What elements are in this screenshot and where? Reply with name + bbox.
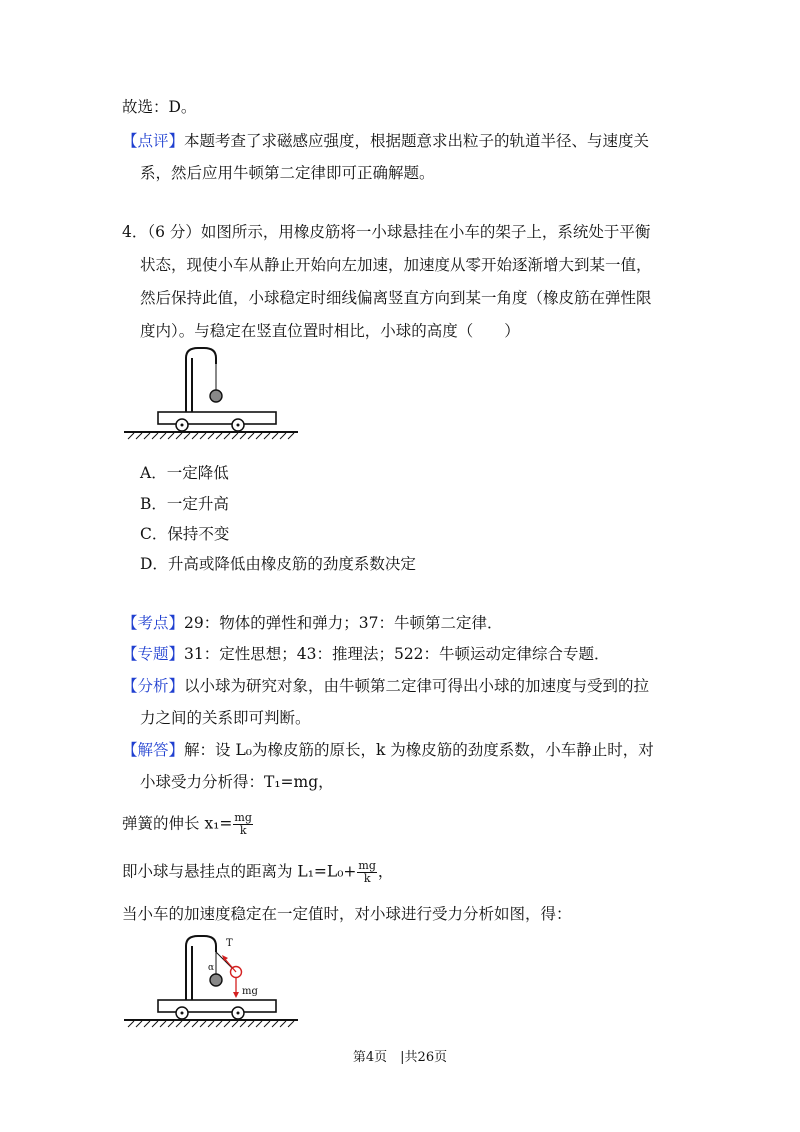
fraction-numerator: mg [234, 811, 252, 824]
jieda-text-1: 解：设 L₀为橡皮筋的原长，k 为橡皮筋的劲度系数，小车静止时，对 [184, 741, 654, 759]
option-a: A．一定降低 [140, 464, 229, 482]
label-T: T [226, 938, 233, 949]
zhuanti-text: 31：定性思想；43：推理法；522：牛顿运动定律综合专题． [184, 645, 610, 663]
fraction-denominator: k [239, 824, 247, 837]
option-c: C．保持不变 [140, 525, 230, 543]
option-d: D．升高或降低由橡皮筋的劲度系数决定 [140, 555, 416, 573]
distance-label: 即小球与悬挂点的距离为 L₁=L₀+ [122, 862, 357, 881]
fenxi-tag: 【分析】 [122, 677, 185, 695]
distance-fraction-denominator: k [363, 872, 371, 885]
zhuanti-line [122, 644, 610, 664]
label-alpha: α [208, 963, 215, 973]
comment-text-1: 本题考查了求磁感应强度，根据题意求出粒子的轨道半径、与速度关 [184, 132, 650, 150]
comment-tag: 【点评】 [122, 132, 185, 150]
jieda-tag: 【解答】 [122, 741, 185, 759]
comment-line-1 [122, 131, 649, 151]
kaodian-line [122, 613, 502, 633]
force-diagram [122, 928, 302, 1028]
zhuanti-tag: 【专题】 [122, 645, 185, 663]
kaodian-text: 29：物体的弹性和弹力；37：牛顿第二定律． [184, 614, 503, 632]
question-line-3: 然后保持此值，小球稳定时细线偏离竖直方向到某一角度（橡皮筋在弹性限 [140, 289, 652, 307]
distance-line [122, 860, 393, 885]
jieda-line-2: 小球受力分析得：T₁=mg， [140, 773, 334, 791]
distance-fraction-numerator: mg [358, 859, 376, 872]
option-b: B．一定升高 [140, 495, 229, 513]
answer-line: 故选：D。 [122, 98, 197, 116]
fenxi-text-1: 以小球为研究对象，由牛顿第二定律可得出小球的加速度与受到的拉 [184, 677, 650, 695]
question-line-1: 4．（6 分）如图所示，用橡皮筋将一小球悬挂在小车的架子上，系统处于平衡 [122, 223, 651, 241]
comment-line-2: 系，然后应用牛顿第二定律即可正确解题。 [140, 164, 435, 182]
stretch-label: 弹簧的伸长 [122, 814, 200, 833]
cart-figure [122, 344, 302, 440]
jieda-line-1 [122, 740, 654, 760]
x1-symbol: x₁= [204, 814, 233, 833]
mg-over-k-fraction [233, 812, 252, 837]
question-line-2: 状态，现使小车从静止开始向左加速，加速度从零开始逐渐增大到某一值， [140, 256, 652, 274]
accel-line: 当小车的加速度稳定在一定值时，对小球进行受力分析如图，得： [122, 905, 572, 923]
label-mg: mg [242, 986, 258, 997]
stretch-line [122, 812, 254, 837]
kaodian-tag: 【考点】 [122, 614, 185, 632]
fenxi-line-1 [122, 676, 649, 696]
question-line-4: 度内）。与稳定在竖直位置时相比，小球的高度（ ） [140, 322, 520, 340]
page-footer: 第4页 |共26页 [352, 1050, 448, 1065]
distance-fraction [357, 860, 376, 885]
distance-end: ， [377, 862, 394, 881]
fenxi-line-2: 力之间的关系即可判断。 [140, 709, 311, 727]
